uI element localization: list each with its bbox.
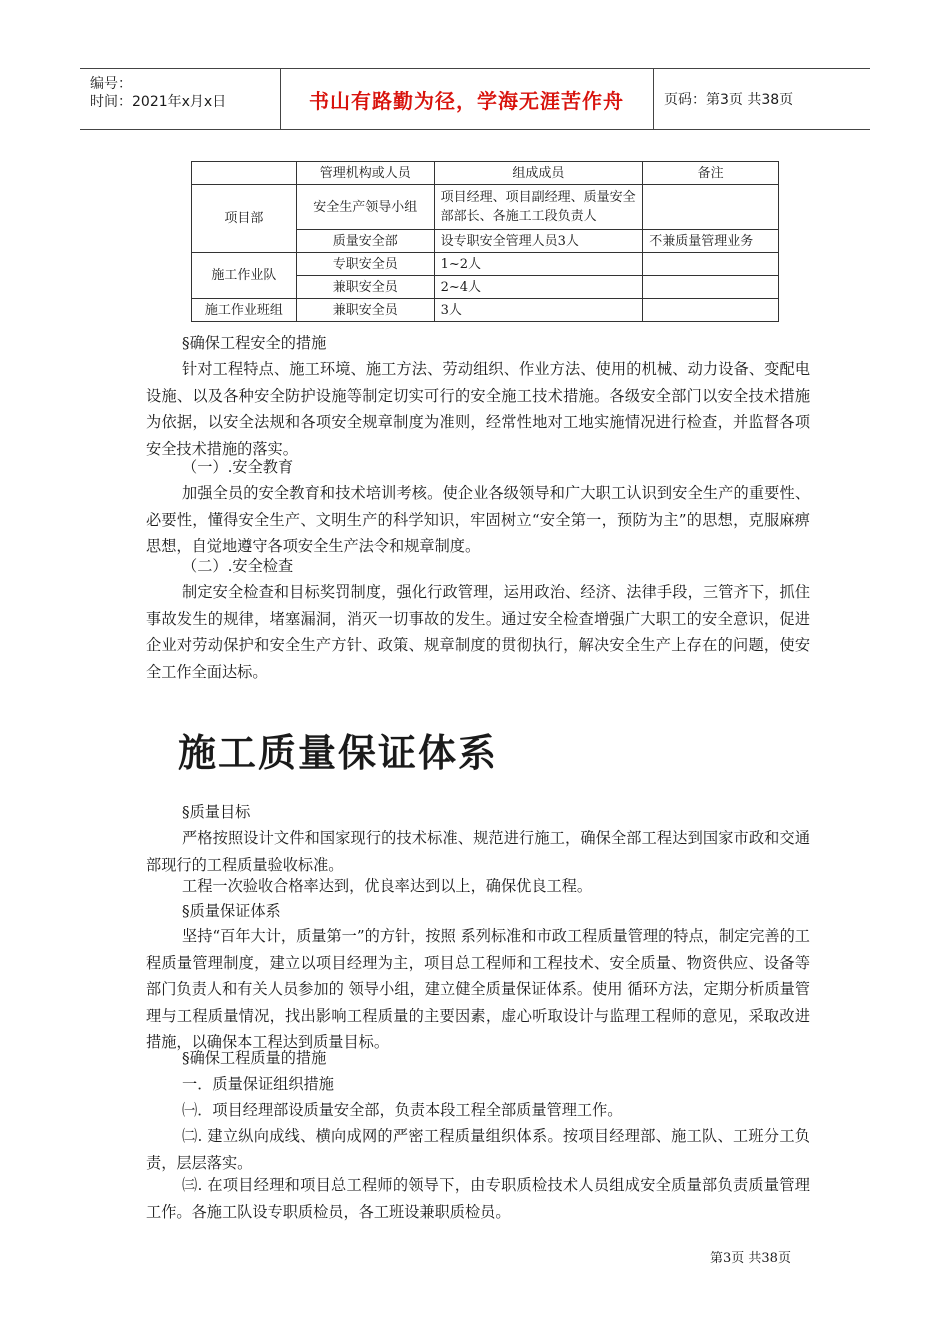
- table-cell: [643, 185, 779, 230]
- section-title: §质量目标: [182, 803, 251, 821]
- table-cell: 设专职安全管理人员3人: [434, 230, 643, 253]
- number-label: 编号：: [90, 76, 132, 92]
- page-footer: 第3页 共38页: [710, 1251, 791, 1266]
- paragraph: 严格按照设计文件和国家现行的技术标准、规范进行施工，确保全部工程达到国家市政和交通部现行的工程质量验收标准。: [146, 829, 810, 874]
- table-cell: 专职安全员: [296, 253, 434, 276]
- list-item: ㈡. 建立纵向成线、横向成网的严密工程质量组织体系。按项目经理部、施工队、工班分工负责，层层落实。: [146, 1127, 810, 1172]
- table-cell: 质量安全部: [296, 230, 434, 253]
- table-header-row: [192, 162, 779, 185]
- table-cell: 2~4人: [434, 276, 643, 299]
- table-cell: 项目经理、项目副经理、质量安全部部长、各施工工段负责人: [434, 185, 643, 230]
- table-cell-group: 施工作业队: [192, 253, 297, 299]
- header-motto: 书山有路勤为径，学海无涯苦作舟: [309, 88, 624, 113]
- table-cell: 不兼质量管理业务: [643, 230, 779, 253]
- table-cell: 1~2人: [434, 253, 643, 276]
- table-header-cell: 组成成员: [434, 162, 643, 185]
- page-heading: 施工质量保证体系: [178, 730, 499, 775]
- section-title: §确保工程安全的措施: [182, 334, 327, 352]
- subsection-title: （一）.安全教育: [182, 458, 294, 476]
- header-page-label: 页码：第3页 共38页: [664, 92, 794, 108]
- table-row: [192, 185, 779, 230]
- list-item: ㈢. 在项目经理和项目总工程师的领导下，由专职质检技术人员组成安全质量部负责质量管理工作。各施工队设专职质检员，各工班设兼职质检员。: [146, 1176, 810, 1221]
- safety-organization-table: [191, 161, 779, 322]
- section-title: §确保工程质量的措施: [182, 1049, 327, 1067]
- table-row: [192, 299, 779, 322]
- table-cell-group: 施工作业班组: [192, 299, 297, 322]
- subsection-title: （二）.安全检查: [182, 557, 294, 575]
- header-info: [80, 69, 280, 129]
- header-divider: [653, 69, 654, 129]
- paragraph: 工程一次验收合格率达到，优良率达到以上，确保优良工程。: [182, 877, 593, 895]
- paragraph: 加强全员的安全教育和技术培训考核。使企业各级领导和广大职工认识到安全生产的重要性、必要性，懂得安全生产、文明生产的科学知识，牢固树立“安全第一，预防为主”的思想，克服麻痹思想，自觉地遵守各项安全生产法令和规章制度。: [146, 484, 810, 555]
- table-header-cell: 管理机构或人员: [296, 162, 434, 185]
- table-cell: 兼职安全员: [296, 299, 434, 322]
- list-item: ㈠．项目经理部设质量安全部，负责本段工程全部质量管理工作。: [182, 1101, 623, 1119]
- list-item: 一．质量保证组织措施: [182, 1075, 334, 1093]
- table-cell: 兼职安全员: [296, 276, 434, 299]
- paragraph: 坚持“百年大计，质量第一”的方针，按照 系列标准和市政工程质量管理的特点，制定完善的工程质量管理制度，建立以项目经理为主，项目总工程师和工程技术、安全质量、物资供应、设备等部门负责人和有关人员参加的 领导小组，建立健全质量保证体系。使用 循环方法，定期分析质量管理与工程质量情况，找出影响工程质量的主要因素，虚心听取设计与监理工程师的意见，采取改进措施，以确保本工程达到质量目标。: [146, 927, 810, 1051]
- table-header-cell: 备注: [643, 162, 779, 185]
- table-cell: [643, 253, 779, 276]
- table-header-cell: [192, 162, 297, 185]
- table-cell: 安全生产领导小组: [296, 185, 434, 230]
- time-label: 时间：2021年x月x日: [90, 94, 227, 110]
- table-cell: [643, 299, 779, 322]
- table-row: [192, 253, 779, 276]
- section-title: §质量保证体系: [182, 902, 281, 920]
- table-cell: 3人: [434, 299, 643, 322]
- table-cell: [643, 276, 779, 299]
- page-header: [80, 68, 870, 130]
- table-cell-group: 项目部: [192, 185, 297, 253]
- paragraph: 制定安全检查和目标奖罚制度，强化行政管理，运用政治、经济、法律手段，三管齐下，抓住事故发生的规律，堵塞漏洞，消灭一切事故的发生。通过安全检查增强广大职工的安全意识，促进企业对劳动保护和安全生产方针、政策、规章制度的贯彻执行，解决安全生产上存在的问题，使安全工作全面达标。: [146, 583, 810, 681]
- paragraph: 针对工程特点、施工环境、施工方法、劳动组织、作业方法、使用的机械、动力设备、变配电设施、以及各种安全防护设施等制定切实可行的安全施工技术措施。各级安全部门以安全技术措施为依据，以安全法规和各项安全规章制度为准则，经常性地对工地实施情况进行检查，并监督各项安全技术措施的落实。: [146, 360, 810, 458]
